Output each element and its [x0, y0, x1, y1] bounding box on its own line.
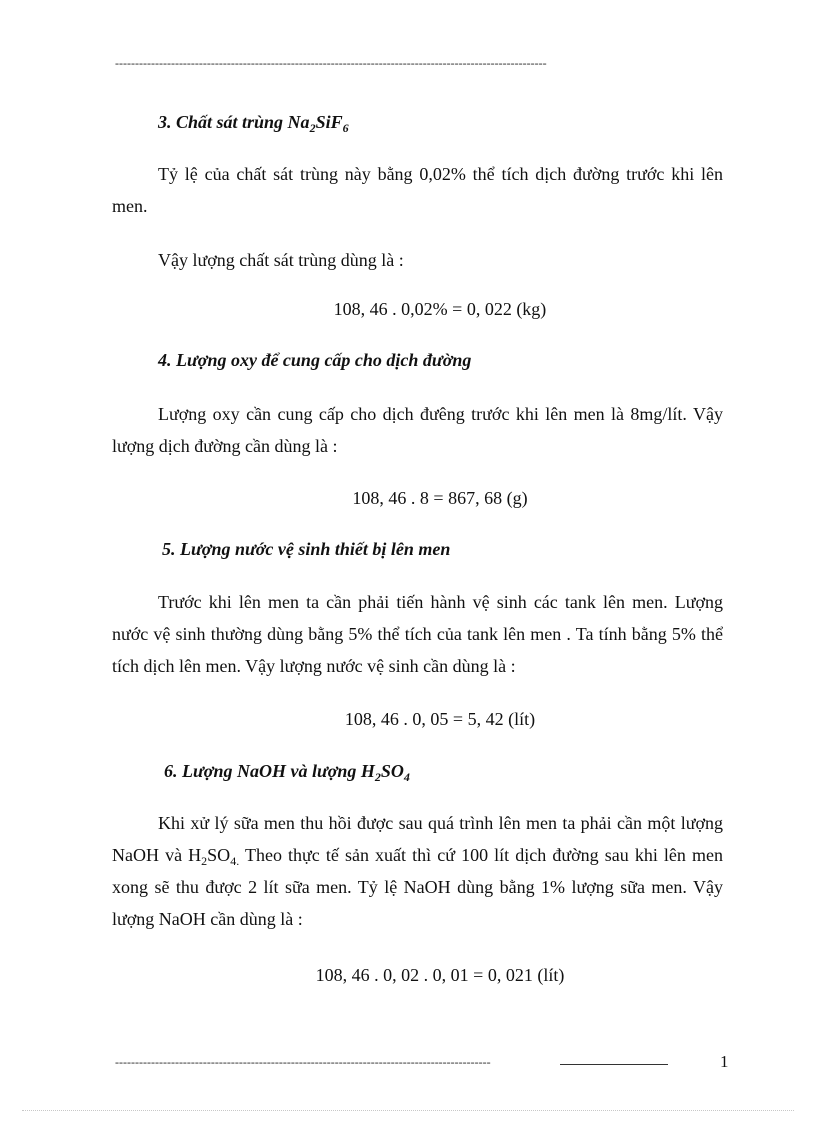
page-bottom-border [22, 1110, 794, 1111]
section-4-formula: 108, 46 . 8 = 867, 68 (g) [352, 488, 528, 508]
section-6-paragraph-sub1: 2 [201, 854, 208, 868]
section-6-heading-text: 6. Lượng NaOH và lượng H [164, 761, 375, 781]
section-6-heading [164, 761, 410, 782]
section-6-paragraph-part-b: SO [207, 845, 231, 865]
section-5-heading: 5. Lượng nước vệ sinh thiết bị lên men [162, 539, 451, 559]
section-6-heading-sub2: 4 [403, 770, 410, 784]
footer-rule: ---------------------------------------------------------------------------------------------- [115, 1055, 491, 1069]
section-4-heading: 4. Lượng oxy để cung cấp cho dịch đường [158, 350, 472, 370]
section-3-heading-sub2: 6 [342, 121, 349, 135]
page-number: 1 [720, 1052, 729, 1071]
section-5-formula: 108, 46 . 0, 05 = 5, 42 (lít) [344, 709, 536, 729]
section-3-heading-mid: SiF [315, 112, 343, 132]
section-6-heading-sub1: 2 [374, 770, 381, 784]
section-5-paragraph: Trước khi lên men ta cần phải tiến hành vệ sinh các tank lên men. Lượng nước vệ sinh thường dùng bằng 5% thể tích của tank lên men . Ta tính bằng 5% thể tích dịch lên men. Vậy lượng nước vệ sinh cần dùng là : [112, 592, 723, 676]
section-6-formula: 108, 46 . 0, 02 . 0, 01 = 0, 021 (lít) [315, 965, 565, 985]
section-3-heading-text: 3. Chất sát trùng Na [158, 112, 310, 132]
section-6-heading-mid: SO [380, 761, 404, 781]
header-rule: ------------------------------------------------------------------------------------------------------------ [115, 56, 547, 70]
section-3-heading-sub1: 2 [309, 121, 316, 135]
section-3-paragraph-1: Tỷ lệ của chất sát trùng này bằng 0,02% thể tích dịch đường trước khi lên men. [112, 164, 723, 216]
section-6-paragraph-part-c: Theo thực tế sản xuất thì cứ 100 lít dịch đường sau khi lên men xong sẽ thu được 2 lít sữa men. Tỷ lệ NaOH dùng bằng 1% lượng sữa men. Vậy lượng NaOH cần dùng là : [112, 845, 723, 929]
section-6-paragraph-sub2: 4. [230, 854, 240, 868]
section-3-paragraph-2: Vậy lượng chất sát trùng dùng là : [158, 250, 404, 270]
section-4-paragraph: Lượng oxy cần cung cấp cho dịch đưêng trước khi lên men là 8mg/lít. Vậy lượng dịch đường cần dùng là : [112, 404, 723, 456]
footer-line [560, 1064, 668, 1065]
section-3-formula: 108, 46 . 0,02% = 0, 022 (kg) [333, 299, 547, 319]
section-6-paragraph [112, 807, 723, 935]
section-3-heading [158, 112, 349, 133]
section-6-paragraph-part-a: Khi xử lý sữa men thu hồi được sau quá trình lên men ta phải cần một lượng NaOH và H [112, 813, 723, 865]
